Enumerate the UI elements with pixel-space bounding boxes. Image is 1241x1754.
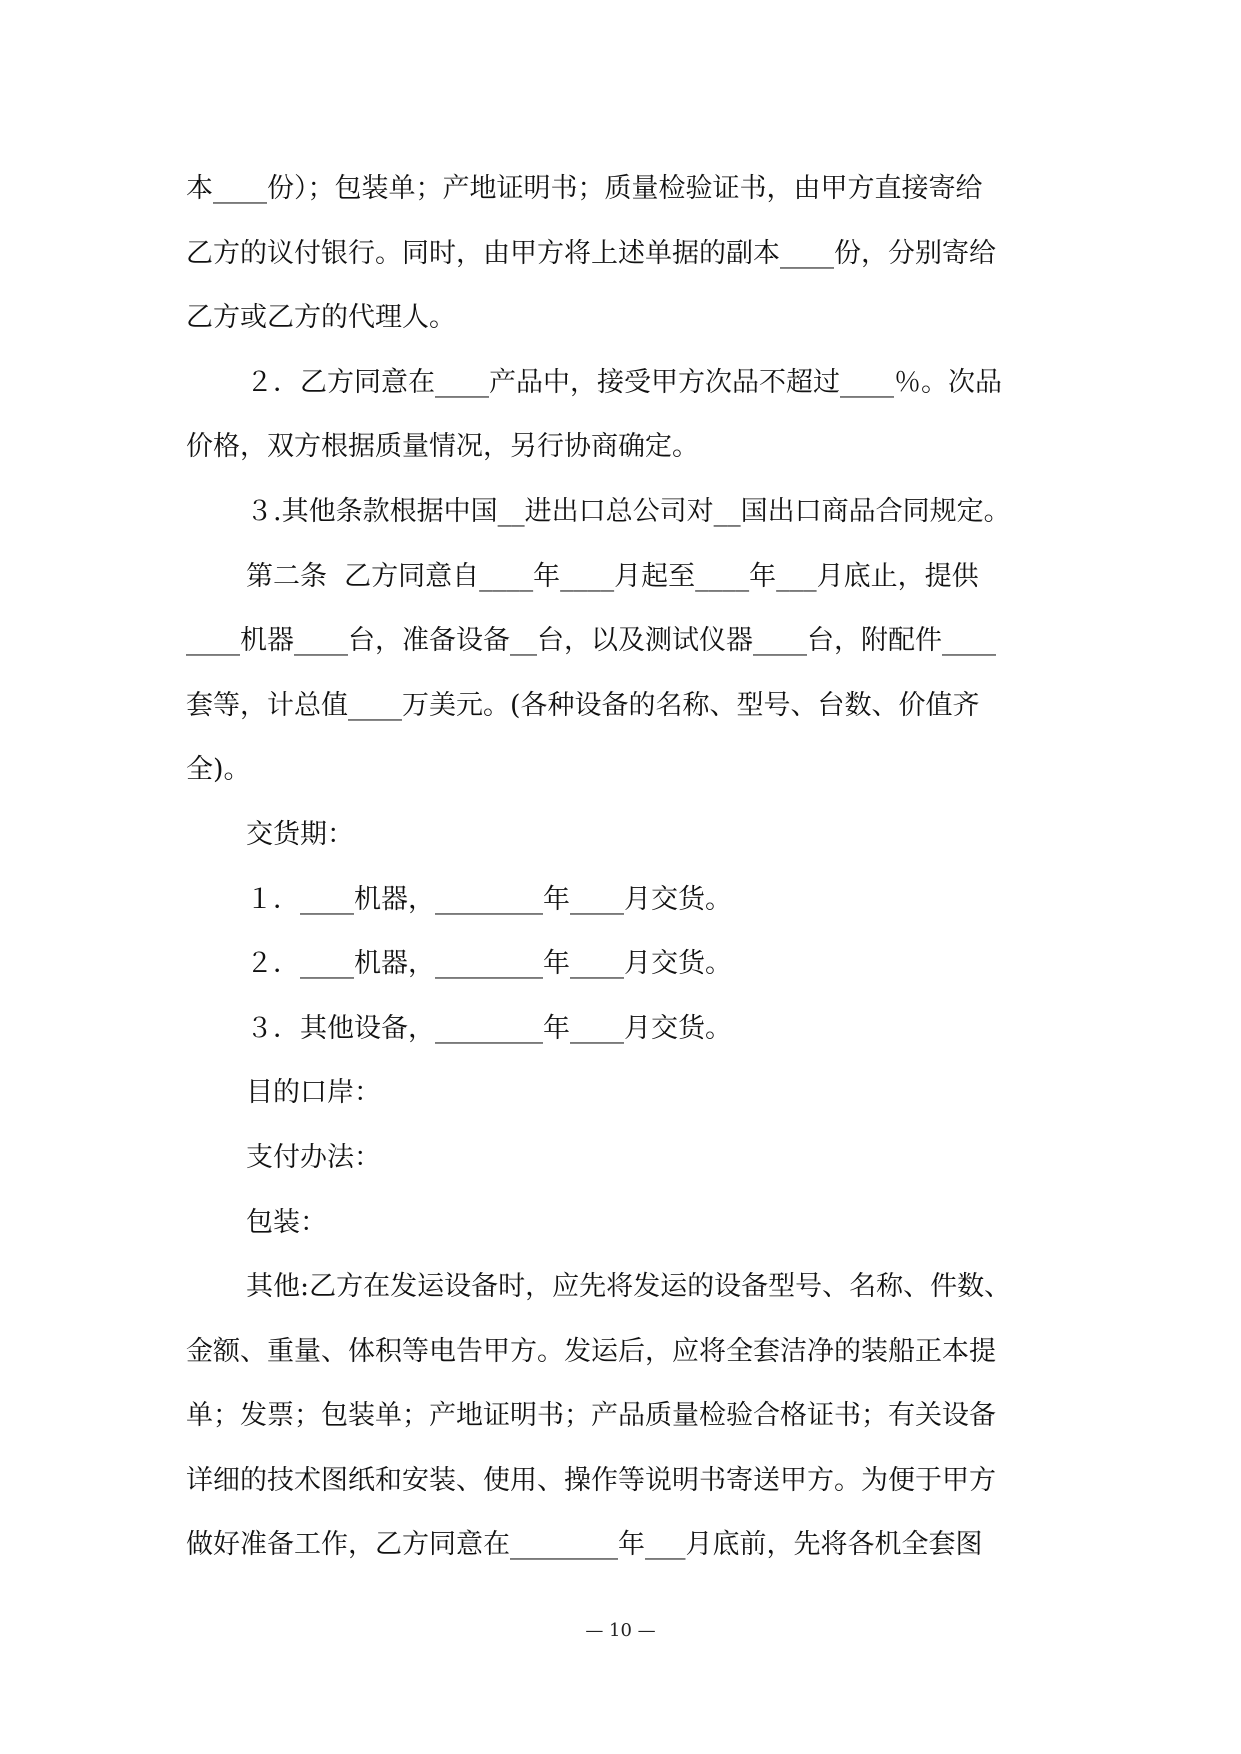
text-line: 其他:乙方在发运设备时，应先将发运的设备型号、名称、件数、 (246, 1271, 1012, 1303)
text-line: 价格，双方根据质量情况，另行协商确定。 (186, 431, 699, 463)
text-line: 乙方的议付银行。同时，由甲方将上述单据的副本____份，分别寄给 (186, 237, 996, 269)
text-line: ____机器____台，准备设备__台，以及测试仪器____台，附配件____ (186, 625, 996, 657)
text-line: 乙方或乙方的代理人。 (186, 302, 456, 334)
text-line: 交货期： (246, 818, 354, 850)
text-line: 第二条 乙方同意自____年____月起至____年___月底止，提供 (246, 560, 979, 592)
text-line: 支付办法： (246, 1141, 381, 1173)
text-line: 目的口岸： (246, 1077, 381, 1109)
text-line: ２．____机器，________年____月交货。 (246, 948, 732, 980)
text-line: 本____份）；包装单；产地证明书；质量检验证书，由甲方直接寄给 (186, 173, 983, 204)
text-line: 套等，计总值____万美元。(各种设备的名称、型号、台数、价值齐 (186, 689, 980, 721)
contract-body (186, 157, 1066, 1578)
text-line: 金额、重量、体积等电告甲方。发运后，应将全套洁净的装船正本提 (186, 1335, 996, 1367)
text-line: 单；发票；包装单；产地证明书；产品质量检验合格证书；有关设备 (186, 1400, 996, 1432)
text-line: ２．乙方同意在____产品中，接受甲方次品不超过____％。次品 (246, 366, 1002, 398)
text-line: ３．其他设备，________年____月交货。 (246, 1012, 732, 1044)
text-line: 包装： (246, 1206, 327, 1238)
text-line: １．____机器，________年____月交货。 (246, 883, 732, 915)
text-line: 做好准备工作，乙方同意在________年___月底前，先将各机全套图 (186, 1529, 983, 1561)
page-number: — 10 — (585, 1620, 656, 1641)
text-line: ３.其他条款根据中国__进出口总公司对__国出口商品合同规定。 (246, 495, 1011, 527)
text-line: 全)。 (186, 754, 251, 786)
text-line: 详细的技术图纸和安装、使用、操作等说明书寄送甲方。为便于甲方 (186, 1464, 996, 1496)
